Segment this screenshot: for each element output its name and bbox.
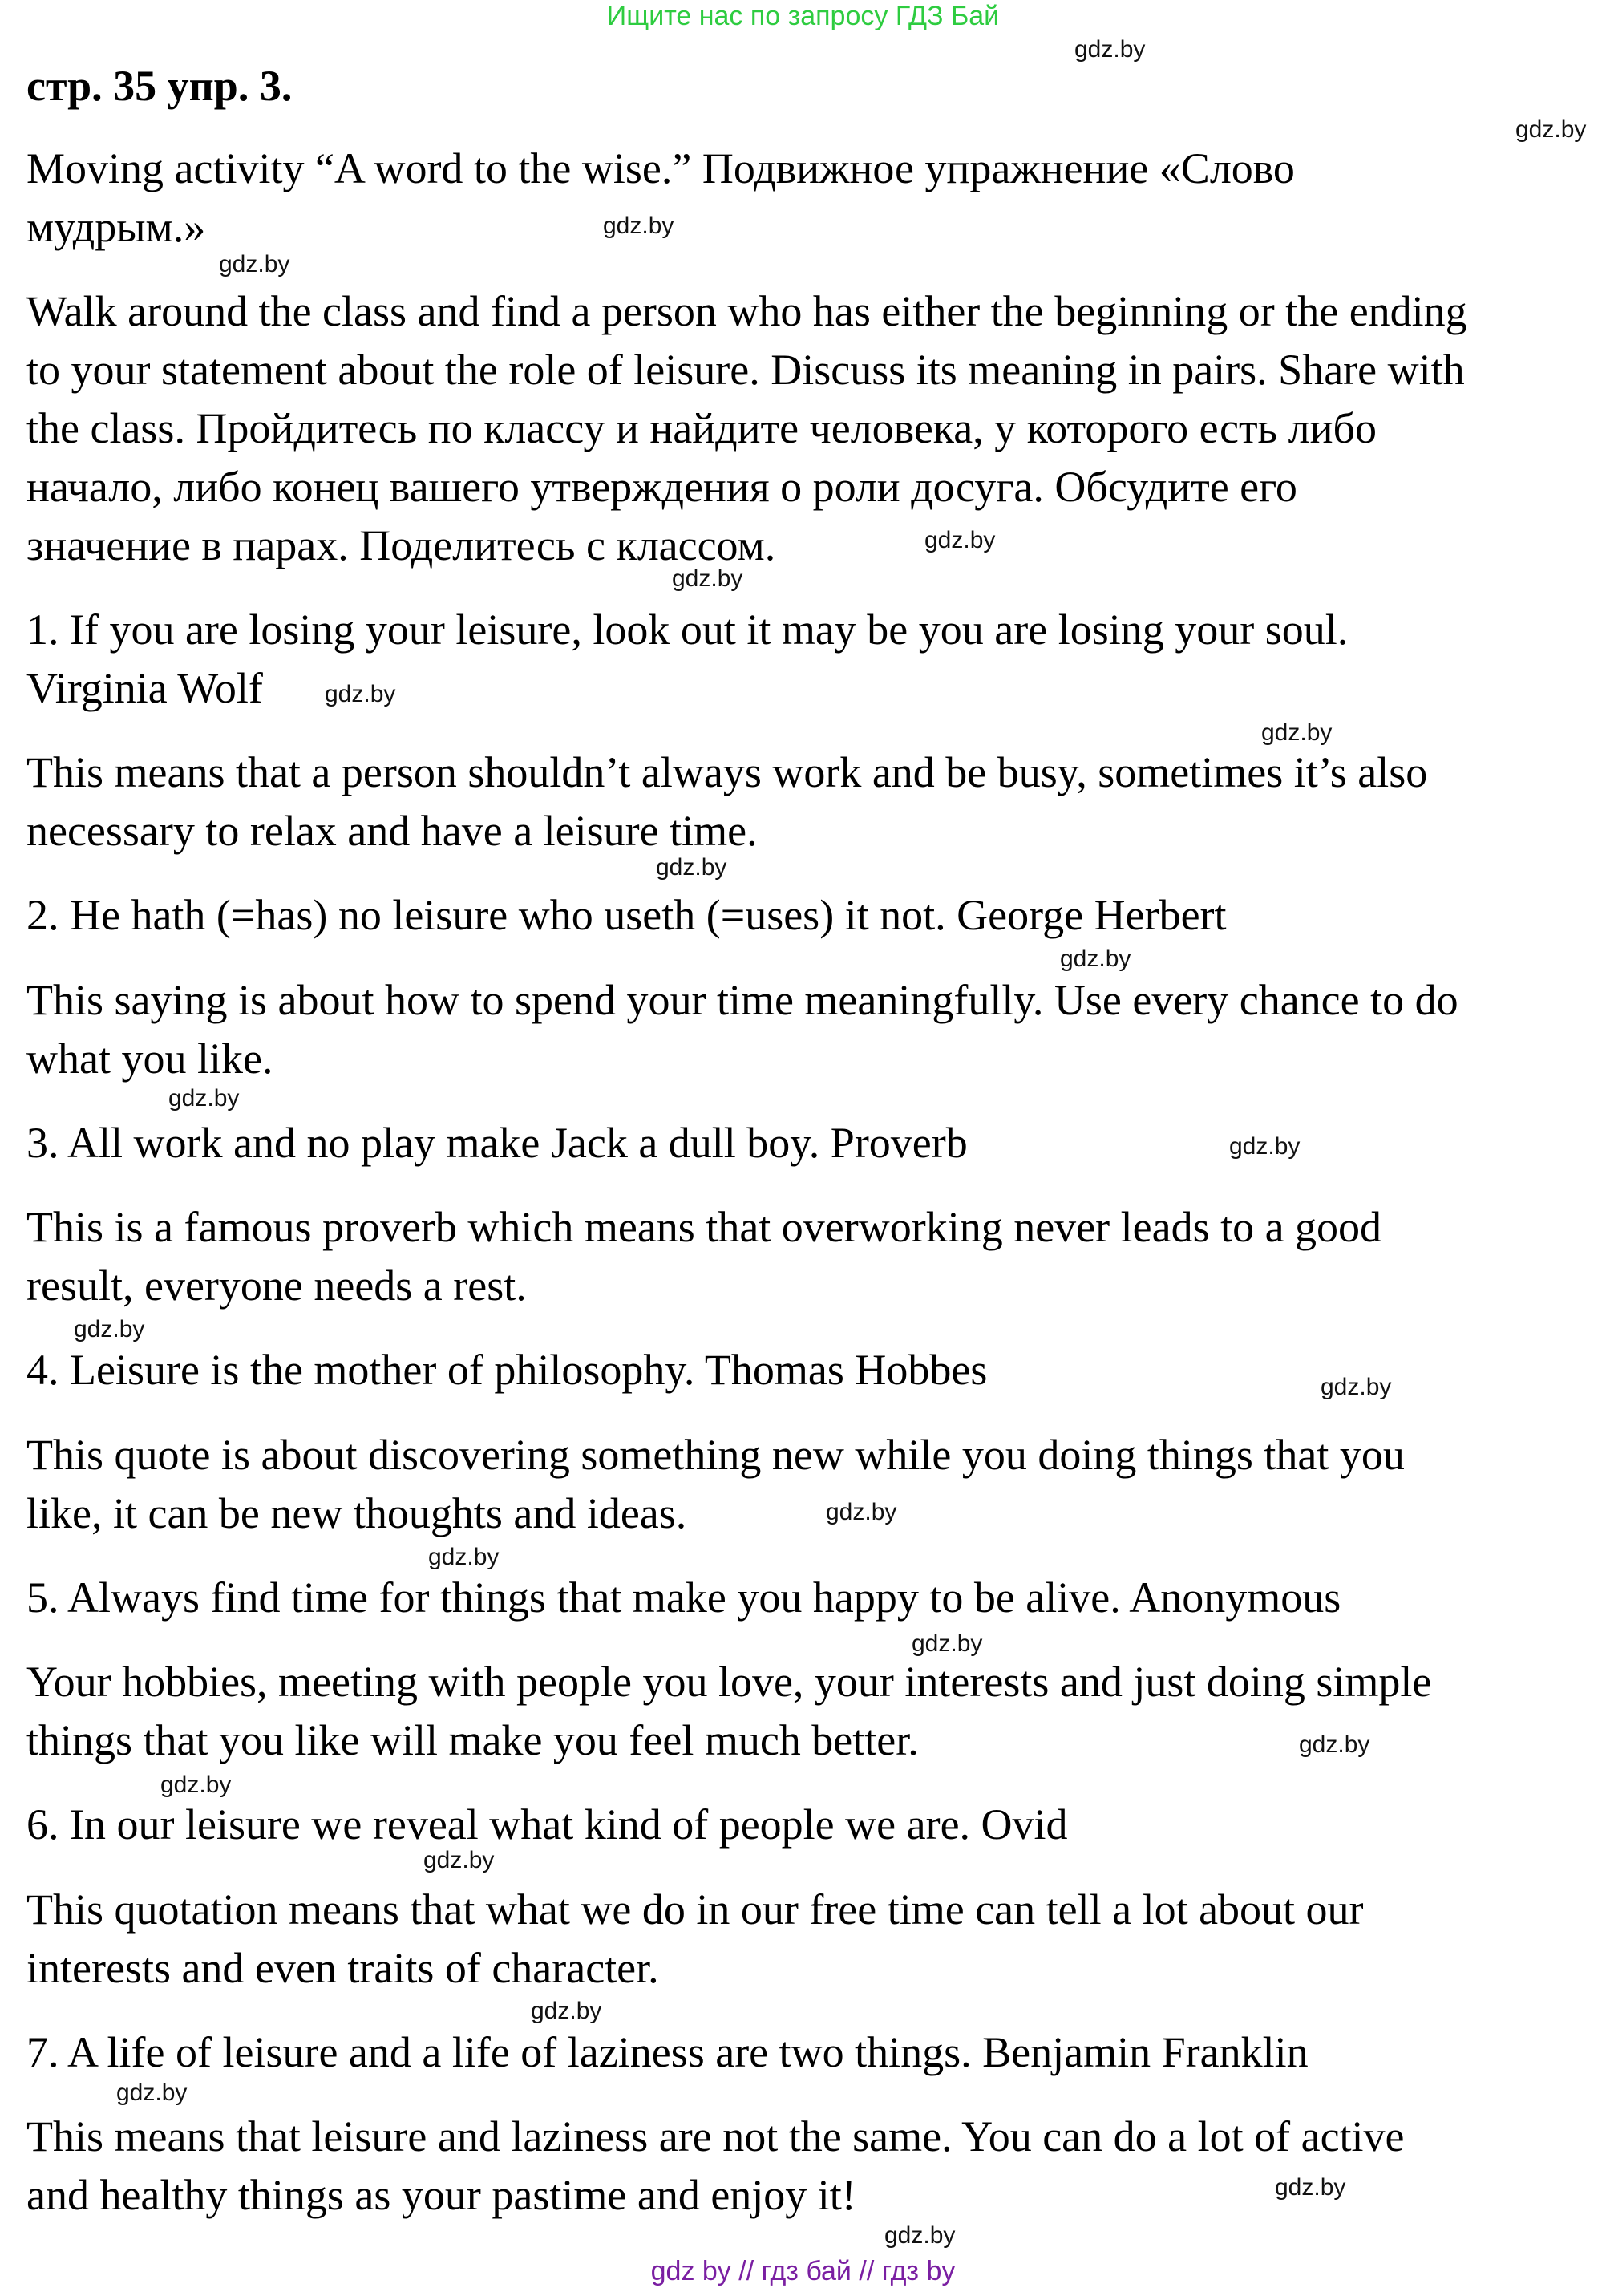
search-hint-link[interactable]: Ищите нас по запросу ГДЗ Бай (606, 1, 1000, 31)
watermark: gdz.by (924, 527, 996, 553)
watermark: gdz.by (1074, 36, 1146, 63)
watermark: gdz.by (1060, 946, 1131, 972)
watermark: gdz.by (160, 1772, 232, 1798)
watermark: gdz.by (219, 251, 290, 277)
footer-links[interactable]: gdz by // гдз бай // гдз by (650, 2256, 956, 2286)
task-line-3: the class. Пройдитесь по классу и найдите человека, у которого есть либо (26, 404, 1377, 452)
quote-1-line-2: Virginia Wolf (26, 664, 263, 712)
task-line-2: to your statement about the role of leisure. Discuss its meaning in pairs. Share with (26, 346, 1465, 394)
quote-5-line-1: 5. Always find time for things that make you happy to be alive. Anonymous (26, 1573, 1341, 1622)
task-line-4: начало, либо конец вашего утверждения о роли досуга. Обсудите его (26, 463, 1297, 511)
explanation-2-line-1: This saying is about how to spend your time meaningfully. Use every chance to do (26, 976, 1458, 1024)
explanation-4-line-1: This quote is about discovering something new while you doing things that you (26, 1431, 1405, 1479)
quote-1-line-1: 1. If you are losing your leisure, look out it may be you are losing your soul. (26, 605, 1349, 654)
watermark: gdz.by (1275, 2174, 1346, 2201)
watermark: gdz.by (603, 213, 674, 239)
watermark: gdz.by (168, 1085, 240, 1112)
explanation-3-line-1: This is a famous proverb which means that overworking never leads to a good (26, 1203, 1382, 1251)
watermark: gdz.by (672, 565, 743, 592)
watermark: gdz.by (423, 1847, 495, 1873)
watermark: gdz.by (826, 1499, 897, 1525)
explanation-7-line-1: This means that leisure and laziness are not the same. You can do a lot of active (26, 2112, 1405, 2160)
watermark: gdz.by (1321, 1374, 1392, 1400)
intro-line-2: мудрым.» (26, 203, 206, 251)
watermark: gdz.by (1515, 116, 1587, 143)
explanation-1-line-2: necessary to relax and have a leisure time. (26, 807, 758, 855)
explanation-5-line-2: things that you like will make you feel much better. (26, 1716, 919, 1764)
task-line-5: значение в парах. Поделитесь с классом. (26, 521, 776, 569)
watermark: gdz.by (1229, 1133, 1301, 1160)
explanation-4-line-2: like, it can be new thoughts and ideas. (26, 1489, 687, 1537)
task-line-1: Walk around the class and find a person who has either the beginning or the ending (26, 287, 1467, 335)
explanation-6-line-1: This quotation means that what we do in our free time can tell a lot about our (26, 1885, 1364, 1934)
watermark: gdz.by (1261, 719, 1333, 746)
explanation-5-line-1: Your hobbies, meeting with people you love, your interests and just doing simple (26, 1658, 1432, 1706)
watermark: gdz.by (912, 1630, 983, 1657)
explanation-2-line-2: what you like. (26, 1035, 273, 1083)
watermark: gdz.by (656, 854, 727, 881)
explanation-6-line-2: interests and even traits of character. (26, 1944, 659, 1992)
page-heading: стр. 35 упр. 3. (26, 62, 293, 110)
intro-line-1: Moving activity “A word to the wise.” Подвижное упражнение «Слово (26, 144, 1295, 192)
watermark: gdz.by (116, 2079, 188, 2106)
watermark: gdz.by (531, 1998, 602, 2024)
quote-3-line-1: 3. All work and no play make Jack a dull boy. Proverb (26, 1119, 968, 1167)
quote-6-line-1: 6. In our leisure we reveal what kind of people we are. Ovid (26, 1800, 1068, 1849)
quote-2-line-1: 2. He hath (=has) no leisure who useth (=uses) it not. George Herbert (26, 891, 1227, 939)
explanation-7-line-2: and healthy things as your pastime and enjoy it! (26, 2171, 856, 2219)
explanation-3-line-2: result, everyone needs a rest. (26, 1261, 527, 1310)
quote-4-line-1: 4. Leisure is the mother of philosophy. Thomas Hobbes (26, 1346, 988, 1394)
quote-7-line-1: 7. A life of leisure and a life of laziness are two things. Benjamin Franklin (26, 2028, 1309, 2076)
watermark: gdz.by (74, 1316, 145, 1342)
watermark: gdz.by (428, 1544, 500, 1570)
watermark: gdz.by (1299, 1731, 1370, 1758)
watermark: gdz.by (884, 2222, 956, 2249)
watermark: gdz.by (325, 681, 396, 707)
explanation-1-line-1: This means that a person shouldn’t always work and be busy, sometimes it’s also (26, 748, 1428, 796)
